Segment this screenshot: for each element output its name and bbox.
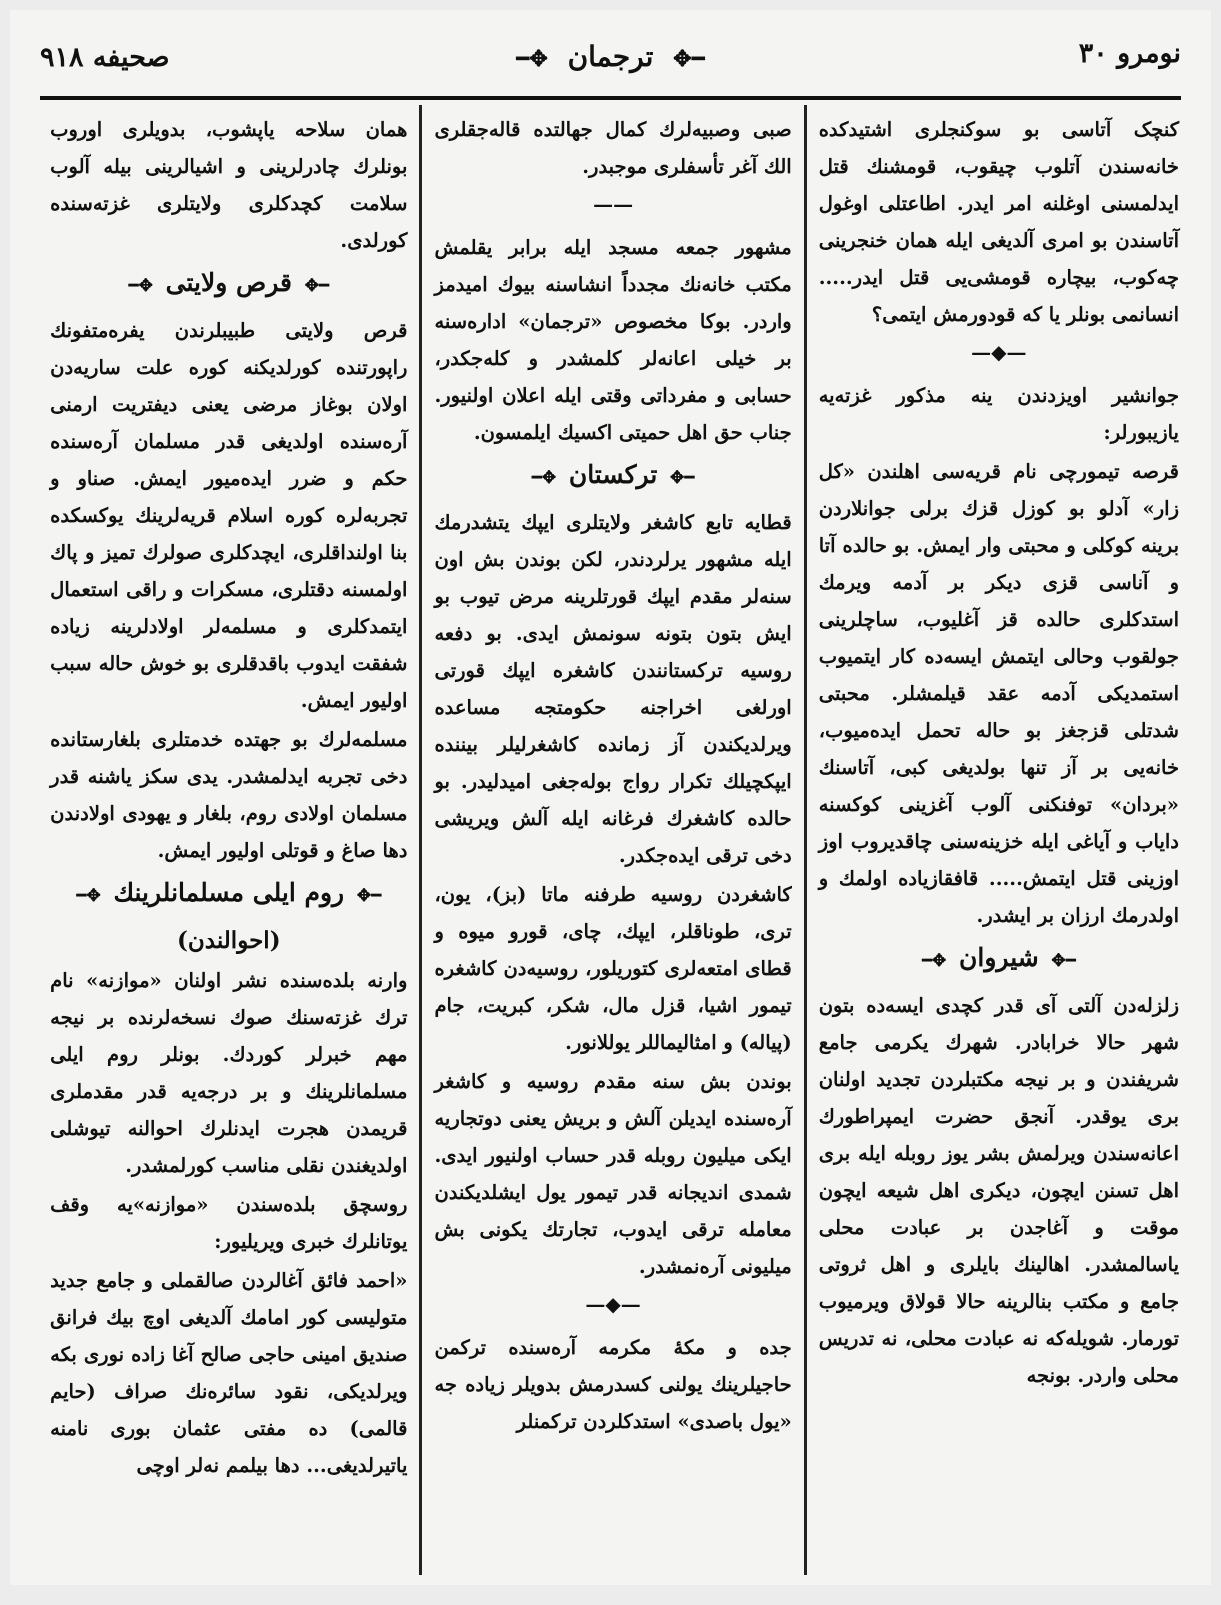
paragraph: همان سلاحه یاپشوب، بدویلری اوروب بونلرك چادرلرینی و اشیالرینی بیله آلوب سلامت کچدکلری ولایتلری غزته‌سنده کورلدی.: [50, 118, 408, 252]
paragraph: «احمد فائق آغالردن صالقملی و جامع جدید متولیسی کور امامك آلدیغی اوچ بیك فرانق صندیق امینی حاجی صالح آغا زاده نوری بکه ویرلدیکی، نقود سائره‌نك صراف (حایم قالمی) ده مفتی عثمان بوری نامنه یاتیرلدیغی... دها بیلمم نه‌لر اوچی: [50, 1269, 408, 1477]
paragraph: وارنه بلده‌سنده نشر اولنان «موازنه» نام ترك غزته‌سنك صوك نسخه‌لرنده بر نیجه مهم خبرلر کوردك. بونلر روم ایلی مسلمانلرینك و بر درجه‌یه قدر مقدملری قریمدن هجرت ایدنلرك احوالنه تیوشلی اولدیغندن نقلی مناسب کورلمشدر.: [50, 969, 408, 1177]
paragraph: جده و مکهٔ مکرمه آره‌سنده ترکمن حاجیلرینك یولنی کسدرمش بدویلر زیاده جه «یول باصدی» استدکلردن ترکمنلر: [434, 1336, 792, 1433]
section-divider: —◆—: [971, 340, 1027, 364]
heading-ornament: ━✥: [670, 468, 695, 488]
header-rule: [40, 96, 1181, 100]
heading-ornament: ━✥: [1051, 951, 1076, 971]
heading-ornament: ✥━: [921, 951, 947, 971]
section-heading-text: روم ایلی مسلمانلرینك: [113, 878, 345, 907]
section-divider: —◆—: [585, 1292, 641, 1316]
newspaper-page: [10, 10, 1211, 1585]
column-right: [807, 105, 1191, 1575]
paragraph: قرص ولایتی طبیبلرندن یفره‌متفونك راپورتنده کورلدیکنه کوره علت ساریه‌دن اولان بوغاز مرضی یعنی دیفتریت ارمنی آره‌سنده اولدیغی قدر مسلمان آره‌سنده حکم و ضرر ایده‌میور ایمش. صناو و تجربه‌لره کوره اسلام قریه‌لرینك یوکسکده بنا اولنداقلری، ایچدکلری صولرك تمیز و پاك اولمسنه دقتلری، مسکرات و راقی استعمال ایتمدکلری و مسلمه‌لر اولادلرینه زیاده شفقت ایدوب باقدقلری بو خوش حاله سبب اولیور ایمش.: [50, 319, 408, 712]
newspaper-title: [30, 40, 1191, 73]
column-left: [38, 105, 422, 1575]
heading-ornament: ━✥: [304, 276, 330, 296]
section-divider: ——: [593, 192, 634, 216]
column-middle: [422, 105, 806, 1575]
paragraph: زلزله‌دن آلتی آی قدر کچدی ایسه‌ده بتون شهر حالا خرابادر. شهرك یکرمی جامع شریفندن و بر نیجه مکتبلردن تجدید اولنان بری یوقدر. آنجق حضرت ایمپراطورك اعانه‌سندن ویرلمش بشر یوز روبله ایله بری اهل تسنن ایچون، دیکری اهل شیعه ایچون موقت و آغاجدن بر عبادت محلی یاسالمشدر. اهالینك بایلری و اهل ثروتی جامع و مکتب بنالرینه حالا قولاق ویرمیوب تورمار. شویله‌که نه عبادت محلی، نه تدریس محلی واردر. بونجه: [818, 994, 1179, 1387]
section-heading-text: ترکستان: [568, 460, 658, 489]
heading-ornament: ✥━: [76, 886, 101, 906]
paragraph: جوانشیر اویزدندن ینه مذکور غزته‌یه یازیبورلر:: [818, 384, 1179, 444]
page-header: [30, 20, 1191, 80]
paragraph: مسلمه‌لرك بو جهتده خدمتلری بلغارستانده دخی تجربه ایدلمشدر. یدی سکز یاشنه قدر مسلمان اولادی روم، بلغار و یهودی اولادندن دها صاغ و قوتلی اولیور ایمش.: [50, 728, 408, 862]
issue-number: نومرو ۳۰: [1078, 38, 1181, 69]
paragraph: مشهور جمعه مسجد ایله برابر یقلمش مکتب خانه‌نك مجدداً انشاسنه بیوك امیدمز واردر. بوکا مخصوص «ترجمان» اداره‌سنه بر خیلی اعانه‌لر کلمشدر و کله‌جکدر، حسابی و مفرداتی وقتی ایله اعلان اولنیور. جناب حق اهل حمیتی اکسیك ایلمسون.: [434, 236, 792, 444]
section-heading-text: قرص ولایتی: [165, 268, 292, 297]
section-heading-turkestan: [434, 455, 791, 498]
paragraph: روسچق بلده‌سندن «موازنه»یه وقف یوتانلرك خبری ویریلیور:: [50, 1193, 408, 1253]
paragraph: کاشغردن روسیه طرفنه ماتا (بز)، یون، تری، طوناقلر، ایپك، چای، قورو میوه و قطای امتعه‌لری کتوریلور، روسیه‌دن کاشغره تیمور اشیا، قزل مال، شکر، کبریت، جام (پیاله) و امثالیماللر یوللانور.: [434, 883, 792, 1054]
section-heading-kars: [50, 263, 407, 306]
section-heading-shirvan: [819, 938, 1179, 981]
newspaper-title-text: ترجمان: [567, 40, 654, 73]
section-heading-rumeli: [50, 873, 407, 916]
heading-ornament: ✥━: [531, 468, 557, 488]
heading-ornament: ━✥: [356, 886, 382, 906]
paragraph: صبی وصبیه‌لرك کمال جهالتده قاله‌جقلری الك آغر تأسفلری موجبدر.: [434, 118, 792, 178]
title-ornament-left: ✥━: [516, 46, 548, 72]
section-subheading: (احوالندن): [177, 927, 281, 954]
paragraph: قطایه تابع کاشغر ولایتلری ایپك یتشدرمك ایله مشهور یرلردندر، لکن بوندن بش اون سنه‌لر مقدم ایپك قورتلرینه مرض تیوب بو ایش بتون بتونه سونمش ایدی. بو دفعه روسیه ترکستانندن کاشغره ایپك قورتی اورلغی اخراجنه حکومتجه مساعده ویرلدیکندن آز زمانده کاشغرلیلر بیننده ایپکچیلك تکرار رواج بوله‌جغی امیدلیدر. بو حالده کاشغرك فرغانه ایله آلش ویریشی دخی ترقی ایده‌جکدر.: [434, 511, 792, 867]
page-number: صحیفه ۹۱۸: [40, 42, 170, 73]
title-ornament-right: ━✥: [673, 46, 705, 72]
heading-ornament: ✥━: [128, 276, 153, 296]
paragraph: قرصه تیمورچی نام قریه‌سی اهلندن «کل زار» آدلو بو کوزل قزك برلی جوانلاردن برینه کوکلی و محبتی وار ایمش. بو حالده آتا و آناسی قزی دیکر بر آدمه ویرمك استدکلری حالده قز آغلیوب، ساچلرینی جولقوب وحالی ایتمش ایسه‌ده کار ایتمیوب استمدیکی آدمه عقد قیلمشلر. محبتی شدتلی قزجغز بو حاله تحمل ایده‌میوب، خانه‌یی بر آز تنها بولدیغی کبی، آتاسنك «بردان» توفنکنی آلوب آغزینی کوکسنه دایاب و آیاغی ایله خزینه‌سنی چاقدیروب اوز اوزینی قتل ایتمش..... قافقازیاده اولمك و اولدرمك ارزان بر ایشدر.: [818, 460, 1179, 927]
paragraph: بوندن بش سنه مقدم روسیه و کاشغر آره‌سنده ایدیلن آلش و بریش یعنی دوتجاریه ایکی میلیون روبله قدر حساب اولنیور ایدی. شمدی اندیجانه قدر تیمور یول ایشلدیکندن معامله ترقی ایدوب، تجارتك یکونی بش میلیونی آره‌نمشدر.: [434, 1070, 792, 1278]
section-heading-text: شیروان: [959, 943, 1039, 972]
article-columns: [38, 105, 1191, 1575]
paragraph: کنچک آتاسی بو سوکنجلری اشتیدکده خانه‌سندن آتلوب چیقوب، قومشنك قتل ایدلمسنی اوغلنه امر ایدر. اطاعتلی اوغول آتاسندن بو امری آلدیغی ایله همان خنجرینی چه‌کوب، بیچاره قومشی‌یی قتل ایدر..... انسانمی بونلر یا که قودورمش ایتمی؟: [818, 118, 1179, 326]
